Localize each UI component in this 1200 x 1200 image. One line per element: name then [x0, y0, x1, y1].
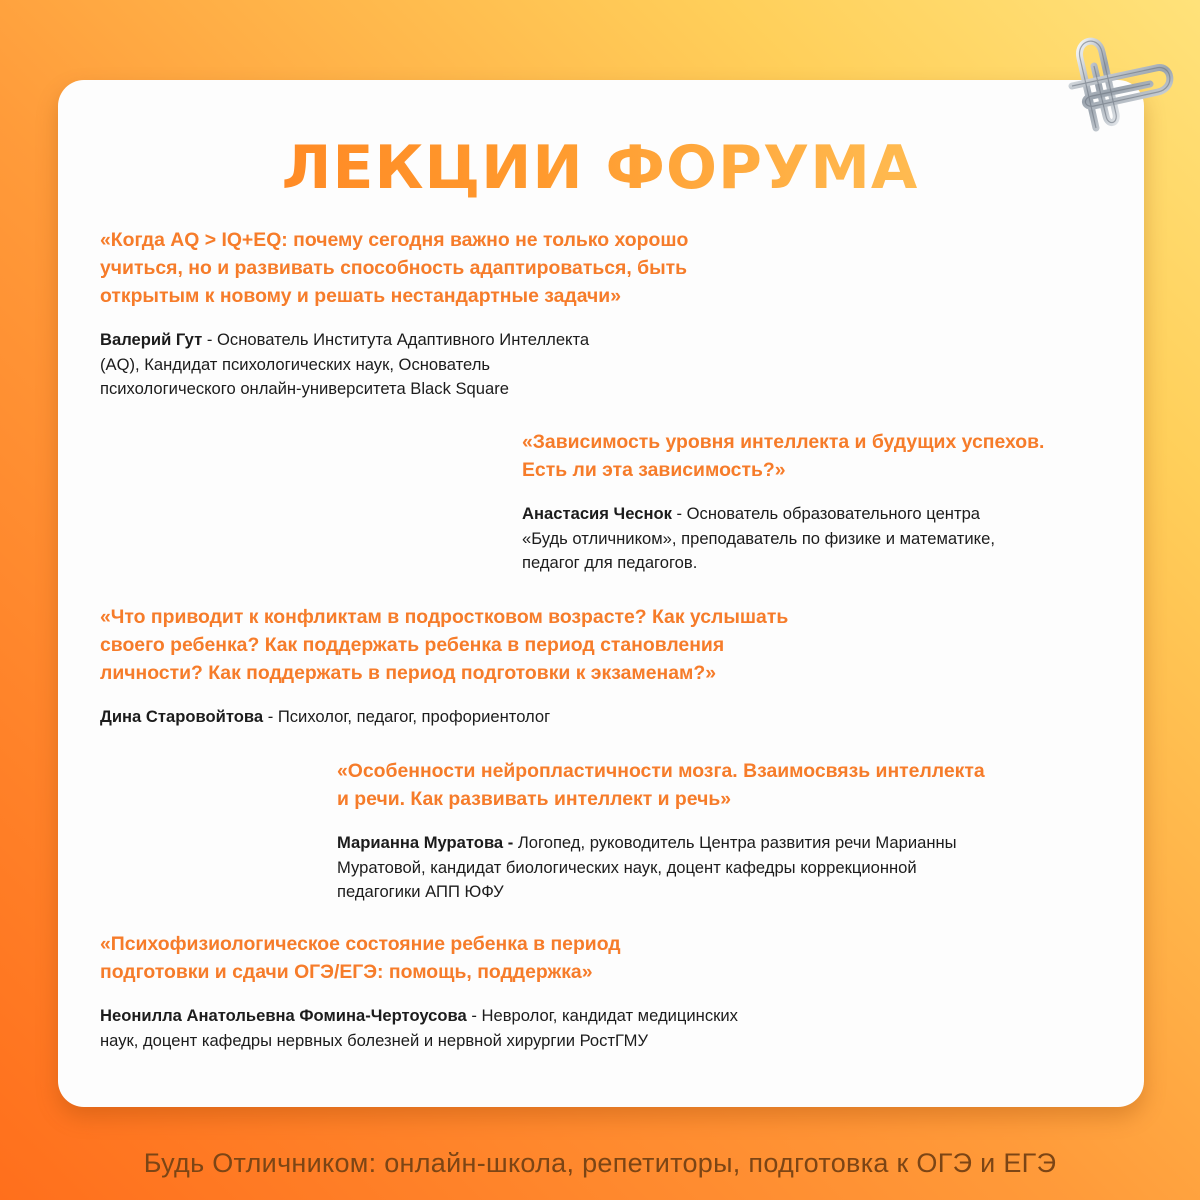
paperclip-icon: [1058, 28, 1178, 138]
speaker-description: - Психолог, педагог, профориентолог: [263, 707, 551, 726]
lecture-topic: «Психофизиологическое состояние ребенка в период подготовки и сдачи ОГЭ/ЕГЭ: помощь, поддержка»: [100, 933, 621, 983]
page-title: ЛЕКЦИИ ФОРУМА: [0, 132, 1200, 204]
lecture-item: [100, 226, 688, 402]
speaker-description: - Невролог, кандидат медицинских наук, доцент кафедры нервных болезней и нервной хирургии РостГМУ: [100, 1006, 738, 1050]
speaker-description: - Основатель Института Адаптивного Интеллекта (AQ), Кандидат психологических наук, Основатель психологического онлайн-университета Black Square: [100, 330, 590, 398]
speaker-description: Логопед, руководитель Центра развития речи Марианны Муратовой, кандидат биологических наук, доцент кафедры коррекционной педагогики АПП ЮФУ: [337, 833, 957, 901]
speaker-name: Неонилла Анатольевна Фомина-Чертоусова: [100, 1006, 467, 1025]
lecture-speaker: [100, 328, 688, 402]
lecture-speaker: [522, 502, 1044, 576]
speaker-name: Анастасия Чеснок: [522, 504, 672, 523]
speaker-name: Валерий Гут: [100, 330, 203, 349]
speaker-description: - Основатель образовательного центра «Будь отличником», преподаватель по физике и математике, педагог для педагогов.: [522, 504, 995, 572]
speaker-name: Дина Старовойтова: [100, 707, 264, 726]
lecture-item: [100, 603, 788, 730]
lecture-speaker: [100, 1004, 738, 1053]
lecture-speaker: [100, 705, 788, 730]
lecture-item: [100, 930, 738, 1053]
lecture-topic: «Когда AQ > IQ+EQ: почему сегодня важно не только хорошо учиться, но и развивать способность адаптироваться, быть открытым к новому и решать нестандартные задачи»: [100, 229, 689, 307]
lecture-topic: «Зависимость уровня интеллекта и будущих успехов. Есть ли эта зависимость?»: [522, 431, 1045, 481]
lecture-item: [337, 757, 985, 905]
lecture-item: [522, 428, 1044, 576]
lecture-topic: «Что приводит к конфликтам в подростковом возрасте? Как услышать своего ребенка? Как поддержать ребенка в период становления личности? Как поддержать в период подготовки к экзаменам?»: [100, 606, 789, 684]
lecture-topic: «Особенности нейропластичности мозга. Взаимосвязь интеллекта и речи. Как развивать интеллект и речь»: [337, 760, 985, 810]
lecture-speaker: [337, 831, 985, 905]
footer-caption: Будь Отличником: онлайн-школа, репетиторы, подготовка к ОГЭ и ЕГЭ: [143, 1148, 1057, 1178]
speaker-name: Марианна Муратова -: [337, 833, 514, 852]
